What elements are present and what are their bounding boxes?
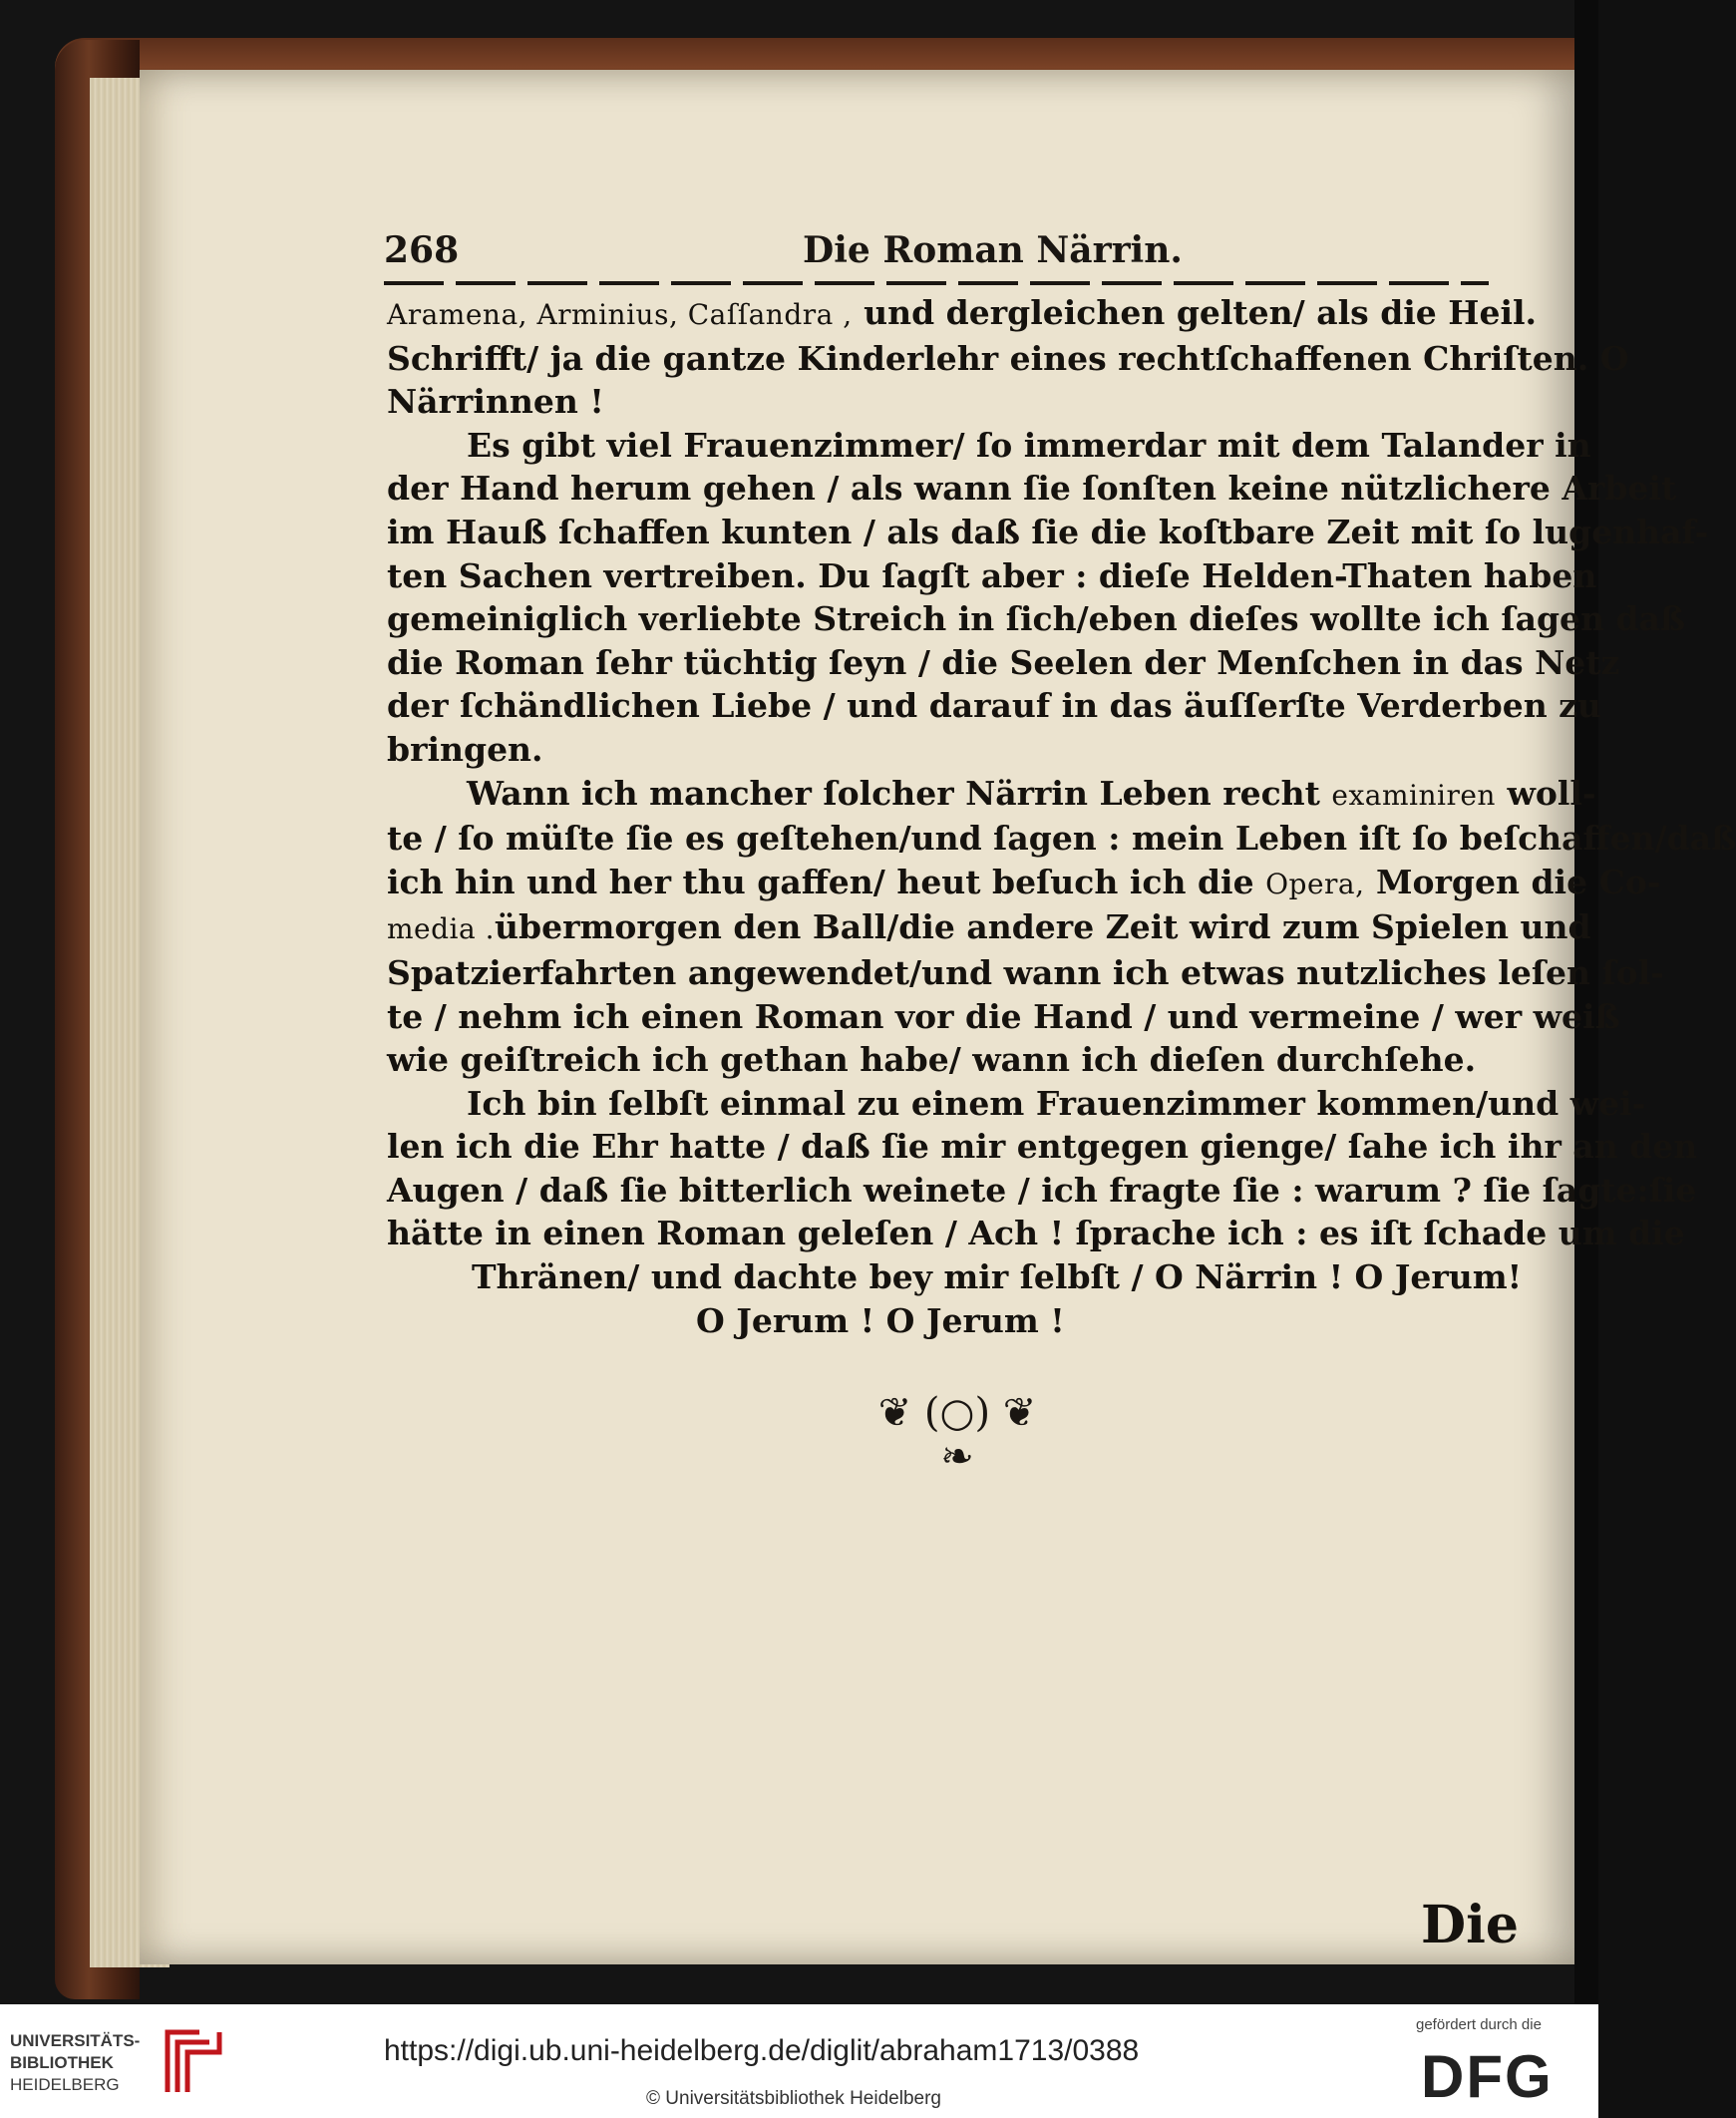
text-run: und dergleichen gelten/ als die Heil. bbox=[852, 293, 1538, 332]
text-run: ten Sachen vertreiben. Du ſagſt aber : dieſe Helden-Thaten haben bbox=[387, 555, 1597, 595]
page-number: 268 bbox=[384, 229, 460, 271]
text-run: der ſchändlichen Liebe / und darauf in das äuſſerſte Verderben zu bbox=[387, 686, 1601, 726]
text-line bbox=[387, 641, 1620, 685]
running-title: Die Roman Närrin. bbox=[803, 229, 1183, 271]
antiqua-run: examiniren bbox=[1331, 778, 1496, 812]
antiqua-run: Aramena, Arminius, Caſſandra , bbox=[387, 298, 853, 331]
text-line bbox=[387, 1212, 1685, 1255]
text-run: Spatzierfahrten angewendet/und wann ich etwas nutzliches leſen ſol- bbox=[387, 952, 1664, 992]
text-run: te / ſo müſte ſie es geſtehen/und ſagen : mein Leben iſt ſo beſchaffen/daß bbox=[387, 819, 1736, 859]
text-run: woll- bbox=[1495, 773, 1596, 813]
ornament bbox=[858, 1391, 1057, 1479]
ornament-line: ❦ (○) ❦ bbox=[877, 1390, 1037, 1436]
text-run: bringen. bbox=[387, 729, 543, 769]
text-run: Schrifft/ ja die gantze Kinderlehr eines rechtſchaffenen Chriſten. O bbox=[387, 338, 1629, 378]
antiqua-run: Opera, bbox=[1265, 867, 1365, 900]
text-line bbox=[387, 380, 1496, 424]
text-run: ich hin und her thu gaffen/ heut beſuch ich die bbox=[387, 862, 1266, 901]
library-name-line: BIBLIOTHEK bbox=[10, 2053, 114, 2072]
running-head bbox=[384, 229, 1491, 284]
antiqua-run: media . bbox=[387, 912, 495, 946]
text-line bbox=[387, 684, 1601, 728]
text-line bbox=[387, 511, 1709, 554]
ornament-line: ❧ bbox=[940, 1434, 974, 1480]
text-line bbox=[387, 728, 1496, 772]
text-block bbox=[387, 291, 1736, 1342]
text-run: Es gibt viel Frauenzimmer/ ſo immerdar mit dem Talander in bbox=[467, 425, 1591, 465]
text-line bbox=[387, 597, 1686, 641]
text-run: Wann ich mancher ſolcher Närrin Leben recht bbox=[467, 773, 1332, 813]
text-line bbox=[387, 554, 1597, 598]
text-run: hätte in einen Roman geleſen / Ach ! ſprache ich : es iſt ſchade um die bbox=[387, 1214, 1685, 1253]
text-line bbox=[387, 1255, 1523, 1299]
text-line bbox=[387, 337, 1629, 381]
text-line bbox=[387, 861, 1661, 906]
library-mark-icon bbox=[160, 2022, 229, 2102]
library-name-line: HEIDELBERG bbox=[10, 2075, 120, 2094]
text-line bbox=[387, 817, 1736, 861]
text-line bbox=[387, 995, 1620, 1039]
head-rule bbox=[384, 281, 1489, 285]
text-run: gemeiniglich verliebte Streich in ſich/eben dieſes wollte ich ſagen daß bbox=[387, 599, 1686, 639]
text-run: Thränen/ und dachte bey mir ſelbſt / O Närrin ! O Jerum! bbox=[472, 1257, 1523, 1297]
text-line bbox=[387, 1125, 1698, 1169]
funding-note: gefördert durch die bbox=[1416, 2016, 1542, 2033]
text-line bbox=[387, 951, 1664, 995]
text-line bbox=[387, 1082, 1646, 1126]
catchword: Die bbox=[1421, 1895, 1519, 1955]
text-run: te / nehm ich einen Roman vor die Hand / und vermeine / wer weiß bbox=[387, 996, 1620, 1036]
text-run: O Jerum ! O Jerum ! bbox=[696, 1300, 1065, 1340]
library-logo[interactable] bbox=[10, 2022, 329, 2102]
text-run: Augen / daß ſie bitterlich weinete / ich fragte ſie : warum ? ſie ſagte:ſie bbox=[387, 1170, 1697, 1210]
text-run: wie geiſtreich ich gethan habe/ wann ich dieſen durchſehe. bbox=[387, 1040, 1477, 1080]
text-run: len ich die Ehr hatte / daß ſie mir entgegen gienge/ ſahe ich ihr an den bbox=[387, 1127, 1698, 1167]
dfg-logo[interactable]: DFG bbox=[1421, 2043, 1554, 2110]
text-run: Morgen die Co- bbox=[1364, 862, 1661, 901]
text-run: im Hauß ſchaffen kunten / als daß ſie die koſtbare Zeit mit ſo lugenhaf- bbox=[387, 512, 1709, 551]
text-run: der Hand herum gehen / als wann ſie ſonſten keine nützlichere Arbeit bbox=[387, 469, 1677, 509]
text-line bbox=[387, 1169, 1697, 1213]
copyright-notice: © Universitätsbibliothek Heidelberg bbox=[646, 2088, 941, 2109]
text-run: Närrinnen ! bbox=[387, 382, 604, 422]
text-line bbox=[387, 291, 1538, 337]
footer-bar bbox=[0, 2004, 1598, 2118]
library-name-line: UNIVERSITÄTS- bbox=[10, 2031, 141, 2050]
text-run: Ich bin ſelbſt einmal zu einem Frauenzimmer kommen/und wei- bbox=[467, 1083, 1646, 1123]
text-line bbox=[387, 467, 1677, 511]
permalink-url[interactable]: https://digi.ub.uni-heidelberg.de/diglit/abraham1713/0388 bbox=[384, 2034, 1140, 2067]
text-line bbox=[387, 905, 1591, 951]
library-name bbox=[10, 2030, 140, 2096]
text-run: übermorgen den Ball/die andere Zeit wird zum Spielen und bbox=[495, 907, 1591, 947]
text-run: die Roman ſehr tüchtig ſeyn / die Seelen der Menſchen in das Netz bbox=[387, 642, 1620, 682]
text-line bbox=[387, 1299, 1496, 1343]
text-line bbox=[387, 424, 1591, 468]
text-line bbox=[387, 1038, 1496, 1082]
text-line bbox=[387, 772, 1596, 818]
